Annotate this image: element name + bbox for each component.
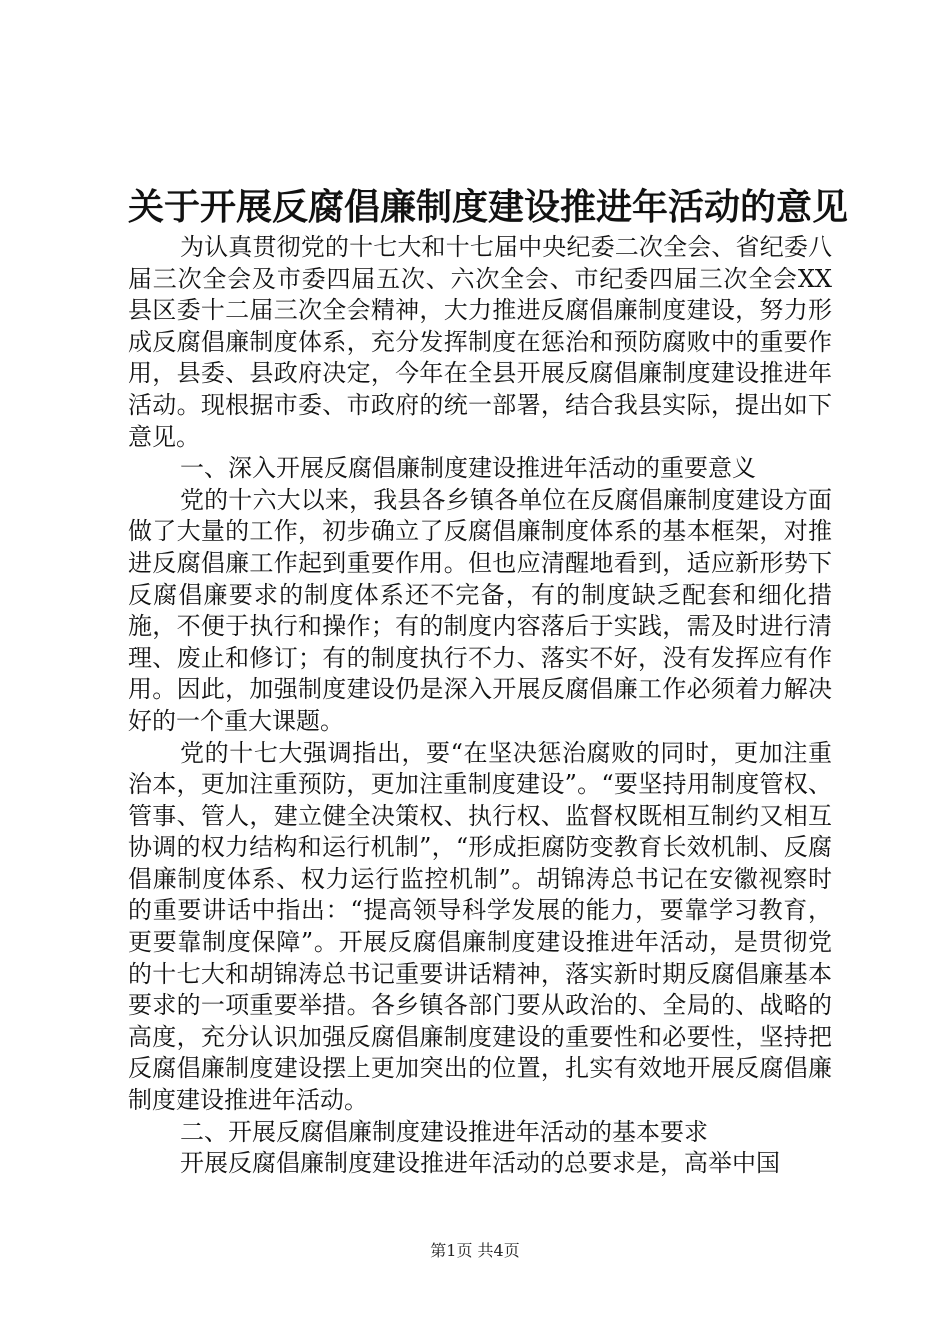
document-body [128,232,832,1180]
document-title: 关于开展反腐倡廉制度建设推进年活动的意见 [128,186,849,228]
page-footer: 第1页 共4页 [430,1241,520,1260]
section-heading-1: 一、深入开展反腐倡廉制度建设推进年活动的重要意义 [180,454,756,483]
body-paragraph: 党的十七大强调指出，要“在坚决惩治腐败的同时，更加注重治本，更加注重预防，更加注重制度建设”。“要坚持用制度管权、管事、管人，建立健全决策权、执行权、监督权既相互制约又相互协调的权力结构和运行机制”，“形成拒腐防变教育长效机制、反腐倡廉制度体系、权力运行监控机制”。胡锦涛总书记在安徽视察时的重要讲话中指出：“提高领导科学发展的能力，要靠学习教育，更要靠制度保障”。开展反腐倡廉制度建设推进年活动，是贯彻党的十七大和胡锦涛总书记重要讲话精神，落实新时期反腐倡廉基本要求的一项重要举措。各乡镇各部门要从政治的、全局的、战略的高度，充分认识加强反腐倡廉制度建设的重要性和必要性，坚持把反腐倡廉制度建设摆上更加突出的位置，扎实有效地开展反腐倡廉制度建设推进年活动。 [128,738,832,1115]
intro-paragraph: 为认真贯彻党的十七大和十七届中央纪委二次全会、省纪委八届三次全会及市委四届五次、六次全会、市纪委四届三次全会XX县区委十二届三次全会精神，大力推进反腐倡廉制度建设，努力形成反腐倡廉制度体系，充分发挥制度在惩治和预防腐败中的重要作用，县委、县政府决定，今年在全县开展反腐倡廉制度建设推进年活动。现根据市委、市政府的统一部署，结合我县实际，提出如下意见。 [128,233,832,451]
body-paragraph: 党的十六大以来，我县各乡镇各单位在反腐倡廉制度建设方面做了大量的工作，初步确立了反腐倡廉制度体系的基本框架，对推进反腐倡廉工作起到重要作用。但也应清醒地看到，适应新形势下反腐倡廉要求的制度体系还不完备，有的制度缺乏配套和细化措施，不便于执行和操作；有的制度内容落后于实践，需及时进行清理、废止和修订；有的制度执行不力、落实不好，没有发挥应有作用。因此，加强制度建设仍是深入开展反腐倡廉工作必须着力解决好的一个重大课题。 [128,485,832,735]
section-heading-2: 二、开展反腐倡廉制度建设推进年活动的基本要求 [180,1117,708,1146]
body-paragraph: 开展反腐倡廉制度建设推进年活动的总要求是，高举中国 [180,1149,780,1178]
